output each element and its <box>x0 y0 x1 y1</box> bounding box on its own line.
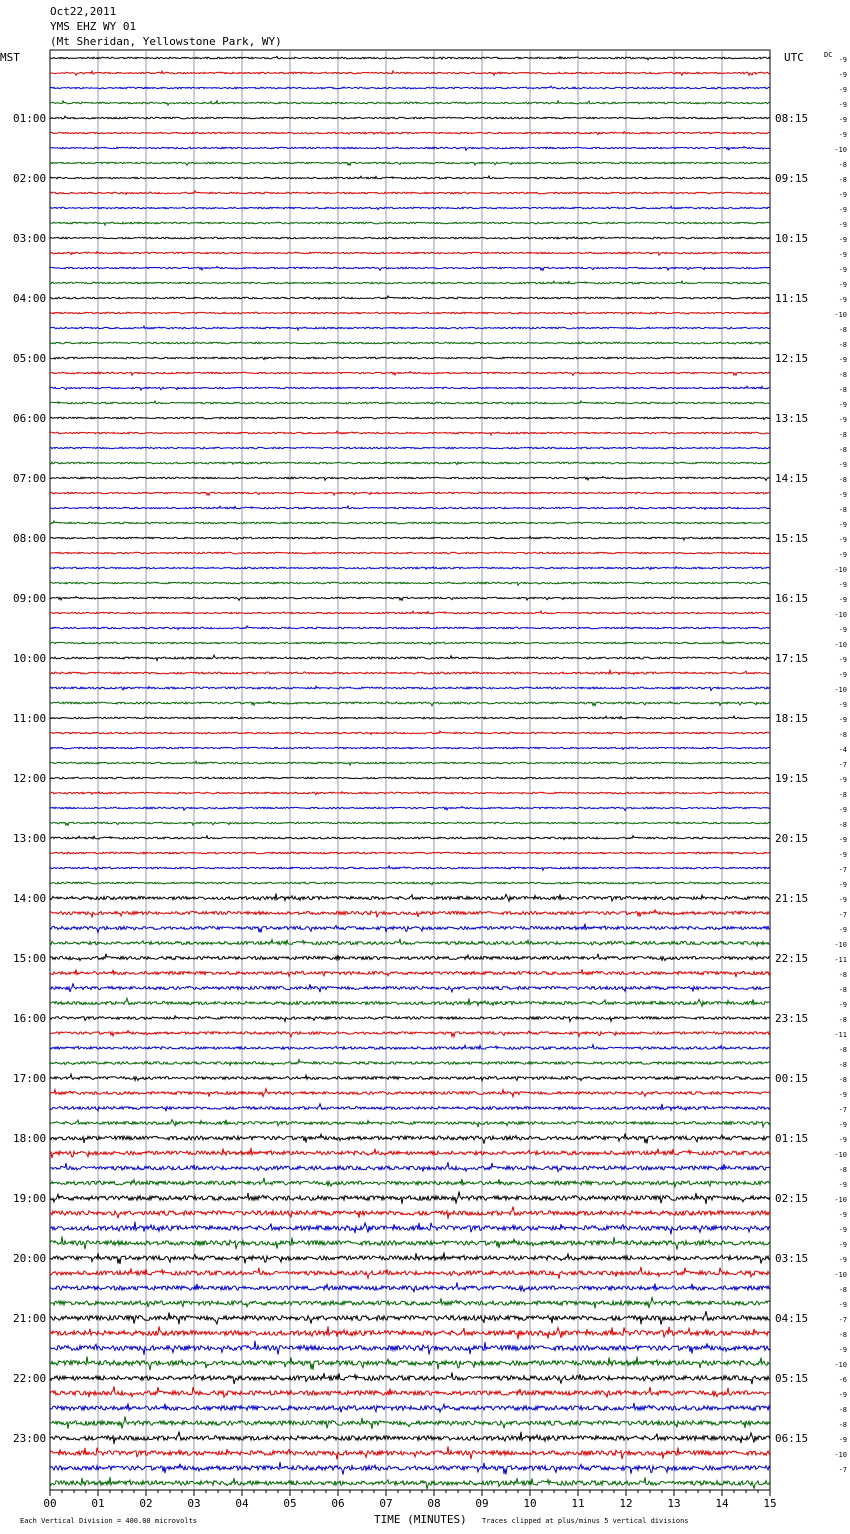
x-tick-label: 02 <box>139 1497 153 1510</box>
seismic-trace <box>50 1282 770 1292</box>
dc-offset-label: -7 <box>838 1106 847 1114</box>
dc-offset-label: -8 <box>838 1046 847 1054</box>
dc-offset-label: -9 <box>838 716 847 724</box>
dc-offset-label: -9 <box>838 836 847 844</box>
dc-offset-label: -8 <box>838 791 847 799</box>
seismic-trace <box>50 670 770 674</box>
grid <box>50 50 770 1496</box>
seismic-trace <box>50 747 770 749</box>
seismic-trace <box>50 176 770 179</box>
right-hour-label: 02:15 <box>775 1192 809 1205</box>
seismic-trace <box>50 998 770 1006</box>
seismic-trace <box>50 1045 770 1050</box>
right-hour-label: 16:15 <box>775 592 809 605</box>
x-tick-label: 07 <box>379 1497 393 1510</box>
dc-offset-label: -8 <box>838 731 847 739</box>
left-hour-label: 18:00 <box>13 1132 47 1145</box>
left-hour-label: 23:00 <box>13 1432 47 1445</box>
x-axis-title: TIME (MINUTES) <box>374 1513 467 1526</box>
x-tick-label: 05 <box>283 1497 297 1510</box>
seismic-trace <box>50 1446 770 1459</box>
left-hour-label: 05:00 <box>13 352 47 365</box>
traces <box>50 56 770 1489</box>
scale-note: Each Vertical Division = 400.00 microvolts <box>20 1517 198 1525</box>
seismic-trace <box>50 626 770 630</box>
seismic-trace <box>50 1356 770 1370</box>
seismic-trace <box>50 655 770 660</box>
seismic-trace <box>50 969 770 977</box>
dc-offset-label: -10 <box>834 941 847 949</box>
seismic-trace <box>50 191 770 195</box>
seismic-trace <box>50 536 770 540</box>
seismic-trace <box>50 552 770 554</box>
dc-offset-label: -9 <box>838 116 847 124</box>
dc-offset-label: -8 <box>838 821 847 829</box>
right-hour-label: 20:15 <box>775 832 809 845</box>
seismic-trace <box>50 1432 770 1444</box>
right-hour-label: 01:15 <box>775 1132 809 1145</box>
seismic-trace <box>50 1297 770 1309</box>
left-timezone-label: MST <box>0 51 20 64</box>
right-hour-label: 03:15 <box>775 1252 809 1265</box>
right-hour-label: 17:15 <box>775 652 809 665</box>
x-tick-label: 09 <box>475 1497 489 1510</box>
seismic-trace <box>50 1074 770 1081</box>
dc-offset-label: -7 <box>838 1466 847 1474</box>
right-hour-label: 09:15 <box>775 172 809 185</box>
seismic-trace <box>50 71 770 75</box>
x-tick-label: 00 <box>43 1497 57 1510</box>
seismic-trace <box>50 1207 770 1219</box>
dc-offset-label: -8 <box>838 431 847 439</box>
dc-offset-label: -8 <box>838 446 847 454</box>
seismic-trace <box>50 777 770 779</box>
dc-offset-label: -8 <box>838 1061 847 1069</box>
right-hour-label: 11:15 <box>775 292 809 305</box>
dc-offset-label: -9 <box>838 296 847 304</box>
dc-offset-label: -9 <box>838 581 847 589</box>
seismic-trace <box>50 521 770 524</box>
dc-offset-label: -8 <box>838 476 847 484</box>
seismic-trace <box>50 582 770 585</box>
dc-offset-label: -9 <box>838 626 847 634</box>
x-tick-label: 10 <box>523 1497 537 1510</box>
seismic-trace <box>50 1386 770 1397</box>
dc-offset-label: -9 <box>838 1121 847 1129</box>
dc-offset-label: -9 <box>838 1091 847 1099</box>
seismic-trace <box>50 1341 770 1355</box>
seismic-trace <box>50 1252 770 1264</box>
left-hour-label: 13:00 <box>13 832 47 845</box>
left-hour-label: 11:00 <box>13 712 47 725</box>
dc-offset-label: -10 <box>834 311 847 319</box>
dc-offset-label: -9 <box>838 896 847 904</box>
dc-header-label: DC <box>824 51 833 59</box>
right-hour-label: 18:15 <box>775 712 809 725</box>
dc-offset-label: -8 <box>838 386 847 394</box>
seismic-trace <box>50 924 770 933</box>
header-station: YMS EHZ WY 01 <box>50 20 137 33</box>
seismic-trace <box>50 852 770 854</box>
dc-offset-label: -9 <box>838 776 847 784</box>
dc-offset-label: -9 <box>838 1181 847 1189</box>
left-hour-label: 15:00 <box>13 952 47 965</box>
x-tick-label: 04 <box>235 1497 249 1510</box>
seismic-trace <box>50 162 770 165</box>
dc-offset-label: -9 <box>838 1346 847 1354</box>
seismic-trace <box>50 206 770 209</box>
right-hour-label: 15:15 <box>775 532 809 545</box>
left-hour-label: 21:00 <box>13 1312 47 1325</box>
dc-offset-label: -10 <box>834 1196 847 1204</box>
right-hour-label: 08:15 <box>775 112 809 125</box>
left-hour-label: 20:00 <box>13 1252 47 1265</box>
dc-offset-label: -9 <box>838 881 847 889</box>
seismic-trace <box>50 1236 770 1249</box>
seismic-trace <box>50 894 770 902</box>
dc-offset-label: -9 <box>838 401 847 409</box>
left-hour-label: 02:00 <box>13 172 47 185</box>
x-tick-label: 01 <box>91 1497 105 1510</box>
dc-offset-label: -10 <box>834 1451 847 1459</box>
dc-offset-label: -9 <box>838 806 847 814</box>
dc-offset-label: -8 <box>838 326 847 334</box>
header-location: (Mt Sheridan, Yellowstone Park, WY) <box>50 35 282 48</box>
right-hour-label: 22:15 <box>775 952 809 965</box>
seismic-trace <box>50 237 770 239</box>
dc-offset-label: -11 <box>834 956 847 964</box>
seismic-trace <box>50 1416 770 1429</box>
dc-offset-label: -9 <box>838 356 847 364</box>
seismic-trace <box>50 1104 770 1111</box>
dc-offset-label: -8 <box>838 341 847 349</box>
dc-offset-label: -9 <box>838 56 847 64</box>
dc-offset-label: -9 <box>838 416 847 424</box>
dc-offset-label: -9 <box>838 1301 847 1309</box>
dc-offset-label: -9 <box>838 1136 847 1144</box>
seismic-trace <box>50 939 770 946</box>
seismic-trace <box>50 372 770 376</box>
right-hour-label: 19:15 <box>775 772 809 785</box>
seismic-trace <box>50 312 770 314</box>
dc-offset-label: -9 <box>838 701 847 709</box>
dc-offset-label: -9 <box>838 1211 847 1219</box>
seismic-trace <box>50 1477 770 1489</box>
seismic-trace <box>50 1060 770 1066</box>
seismic-trace <box>50 1178 770 1187</box>
left-hour-label: 09:00 <box>13 592 47 605</box>
seismic-trace <box>50 882 770 885</box>
seismic-trace <box>50 1148 770 1158</box>
seismic-trace <box>50 761 770 765</box>
seismic-trace <box>50 101 770 105</box>
dc-offset-label: -9 <box>838 671 847 679</box>
left-hour-label: 07:00 <box>13 472 47 485</box>
left-hour-label: 06:00 <box>13 412 47 425</box>
seismic-trace <box>50 983 770 992</box>
seismic-trace <box>50 477 770 481</box>
seismic-trace <box>50 1222 770 1235</box>
dc-offset-label: -8 <box>838 371 847 379</box>
seismic-trace <box>50 836 770 840</box>
dc-offset-label: -10 <box>834 566 847 574</box>
dc-offset-label: -9 <box>838 551 847 559</box>
dc-offset-label: -10 <box>834 611 847 619</box>
dc-offset-label: -9 <box>838 926 847 934</box>
seismic-trace <box>50 147 770 151</box>
dc-offset-label: -10 <box>834 1361 847 1369</box>
right-hour-label: 00:15 <box>775 1072 809 1085</box>
dc-offset-label: -9 <box>838 1226 847 1234</box>
left-hour-label: 03:00 <box>13 232 47 245</box>
left-hour-label: 16:00 <box>13 1012 47 1025</box>
seismic-trace <box>50 822 770 825</box>
dc-offset-label: -8 <box>838 1331 847 1339</box>
seismic-trace <box>50 447 770 449</box>
dc-offset-label: -8 <box>838 986 847 994</box>
dc-offset-label: -4 <box>838 746 847 754</box>
seismic-trace <box>50 611 770 614</box>
clip-note: Traces clipped at plus/minus 5 vertical divisions <box>482 1517 689 1525</box>
seismic-trace <box>50 597 770 601</box>
left-hour-label: 17:00 <box>13 1072 47 1085</box>
seismic-trace <box>50 357 770 360</box>
seismic-trace <box>50 401 770 405</box>
dc-offset-label: -9 <box>838 131 847 139</box>
seismic-trace <box>50 252 770 256</box>
seismic-trace <box>50 1016 770 1022</box>
header-date: Oct22,2011 <box>50 5 117 18</box>
dc-offset-label: -9 <box>838 206 847 214</box>
left-hour-label: 01:00 <box>13 112 47 125</box>
right-hour-label: 23:15 <box>775 1012 809 1025</box>
dc-offset-label: -9 <box>838 101 847 109</box>
dc-offset-label: -8 <box>838 971 847 979</box>
dc-offset-label: -10 <box>834 146 847 154</box>
x-tick-label: 06 <box>331 1497 345 1510</box>
dc-offset-label: -8 <box>838 161 847 169</box>
dc-offset-label: -9 <box>838 236 847 244</box>
left-hour-label: 12:00 <box>13 772 47 785</box>
seismic-trace <box>50 1134 770 1144</box>
dc-offset-label: -9 <box>838 281 847 289</box>
dc-offset-label: -10 <box>834 1271 847 1279</box>
seismic-trace <box>50 567 770 570</box>
seismic-trace <box>50 1267 770 1279</box>
seismic-trace <box>50 132 770 135</box>
x-tick-label: 08 <box>427 1497 441 1510</box>
right-hour-label: 14:15 <box>775 472 809 485</box>
dc-offset-label: -9 <box>838 1256 847 1264</box>
dc-offset-label: -9 <box>838 1436 847 1444</box>
seismic-trace <box>50 1089 770 1097</box>
right-hour-label: 05:15 <box>775 1372 809 1385</box>
dc-offset-label: -9 <box>838 266 847 274</box>
dc-offset-label: -10 <box>834 1151 847 1159</box>
x-tick-label: 14 <box>715 1497 729 1510</box>
left-hour-label: 10:00 <box>13 652 47 665</box>
dc-offset-label: -7 <box>838 911 847 919</box>
seismic-trace <box>50 954 770 961</box>
seismic-trace <box>50 281 770 284</box>
dc-offset-label: -7 <box>838 866 847 874</box>
seismic-trace <box>50 296 770 300</box>
seismic-trace <box>50 431 770 435</box>
seismic-trace <box>50 386 770 390</box>
left-hour-label: 04:00 <box>13 292 47 305</box>
seismic-trace <box>50 731 770 735</box>
seismic-trace <box>50 86 770 89</box>
dc-offset-label: -9 <box>838 251 847 259</box>
right-hour-label: 04:15 <box>775 1312 809 1325</box>
seismic-trace <box>50 807 770 811</box>
seismic-trace <box>50 222 770 225</box>
dc-offset-label: -8 <box>838 1421 847 1429</box>
left-hour-label: 19:00 <box>13 1192 47 1205</box>
dc-offset-label: -9 <box>838 461 847 469</box>
seismic-trace <box>50 417 770 419</box>
seismic-trace <box>50 1326 770 1339</box>
dc-offset-label: -8 <box>838 506 847 514</box>
dc-offset-label: -8 <box>838 1406 847 1414</box>
seismic-trace <box>50 1191 770 1204</box>
dc-offset-label: -11 <box>834 1031 847 1039</box>
seismic-trace <box>50 462 770 465</box>
x-tick-label: 13 <box>667 1497 681 1510</box>
dc-offset-label: -8 <box>838 1016 847 1024</box>
seismic-trace <box>50 1162 770 1171</box>
dc-offset-label: -9 <box>838 1391 847 1399</box>
seismic-trace <box>50 1403 770 1413</box>
seismic-trace <box>50 116 770 119</box>
right-hour-label: 06:15 <box>775 1432 809 1445</box>
dc-offset-label: -8 <box>838 176 847 184</box>
right-timezone-label: UTC <box>784 51 804 64</box>
seismic-trace <box>50 492 770 495</box>
seismic-trace <box>50 641 770 644</box>
dc-offset-label: -9 <box>838 536 847 544</box>
seismic-trace <box>50 866 770 870</box>
seismic-trace <box>50 1031 770 1037</box>
seismic-trace <box>50 56 770 59</box>
seismic-trace <box>50 1311 770 1325</box>
x-tick-label: 03 <box>187 1497 201 1510</box>
dc-offset-label: -9 <box>838 221 847 229</box>
right-hour-label: 12:15 <box>775 352 809 365</box>
dc-offset-label: -9 <box>838 491 847 499</box>
x-tick-label: 11 <box>571 1497 585 1510</box>
dc-offset-label: -6 <box>838 1376 847 1384</box>
seismic-trace <box>50 792 770 795</box>
seismic-trace <box>50 342 770 344</box>
dc-offset-label: -9 <box>838 1241 847 1249</box>
seismic-trace <box>50 716 770 719</box>
left-hour-label: 22:00 <box>13 1372 47 1385</box>
left-hour-label: 14:00 <box>13 892 47 905</box>
dc-offset-label: -9 <box>838 1001 847 1009</box>
dc-offset-label: -7 <box>838 761 847 769</box>
dc-offset-label: -7 <box>838 1316 847 1324</box>
dc-offset-label: -8 <box>838 1076 847 1084</box>
dc-offset-label: -8 <box>838 1286 847 1294</box>
dc-offset-label: -9 <box>838 596 847 604</box>
dc-offset-label: -9 <box>838 656 847 664</box>
right-hour-label: 13:15 <box>775 412 809 425</box>
dc-offset-label: -9 <box>838 86 847 94</box>
dc-offset-label: -10 <box>834 686 847 694</box>
seismic-trace <box>50 506 770 510</box>
dc-offset-label: -9 <box>838 71 847 79</box>
seismic-trace <box>50 701 770 706</box>
dc-offset-label: -8 <box>838 1166 847 1174</box>
seismic-trace <box>50 1372 770 1384</box>
left-hour-label: 08:00 <box>13 532 47 545</box>
seismic-trace <box>50 267 770 271</box>
right-hour-label: 21:15 <box>775 892 809 905</box>
dc-offset-label: -9 <box>838 191 847 199</box>
right-hour-label: 10:15 <box>775 232 809 245</box>
seismic-trace <box>50 1462 770 1475</box>
seismic-trace <box>50 326 770 330</box>
seismic-trace <box>50 1120 770 1127</box>
x-tick-label: 15 <box>763 1497 777 1510</box>
dc-offset-label: -9 <box>838 521 847 529</box>
x-tick-label: 12 <box>619 1497 633 1510</box>
dc-offset-label: -9 <box>838 851 847 859</box>
seismic-trace <box>50 686 770 690</box>
seismic-trace <box>50 910 770 918</box>
dc-offset-label: -10 <box>834 641 847 649</box>
